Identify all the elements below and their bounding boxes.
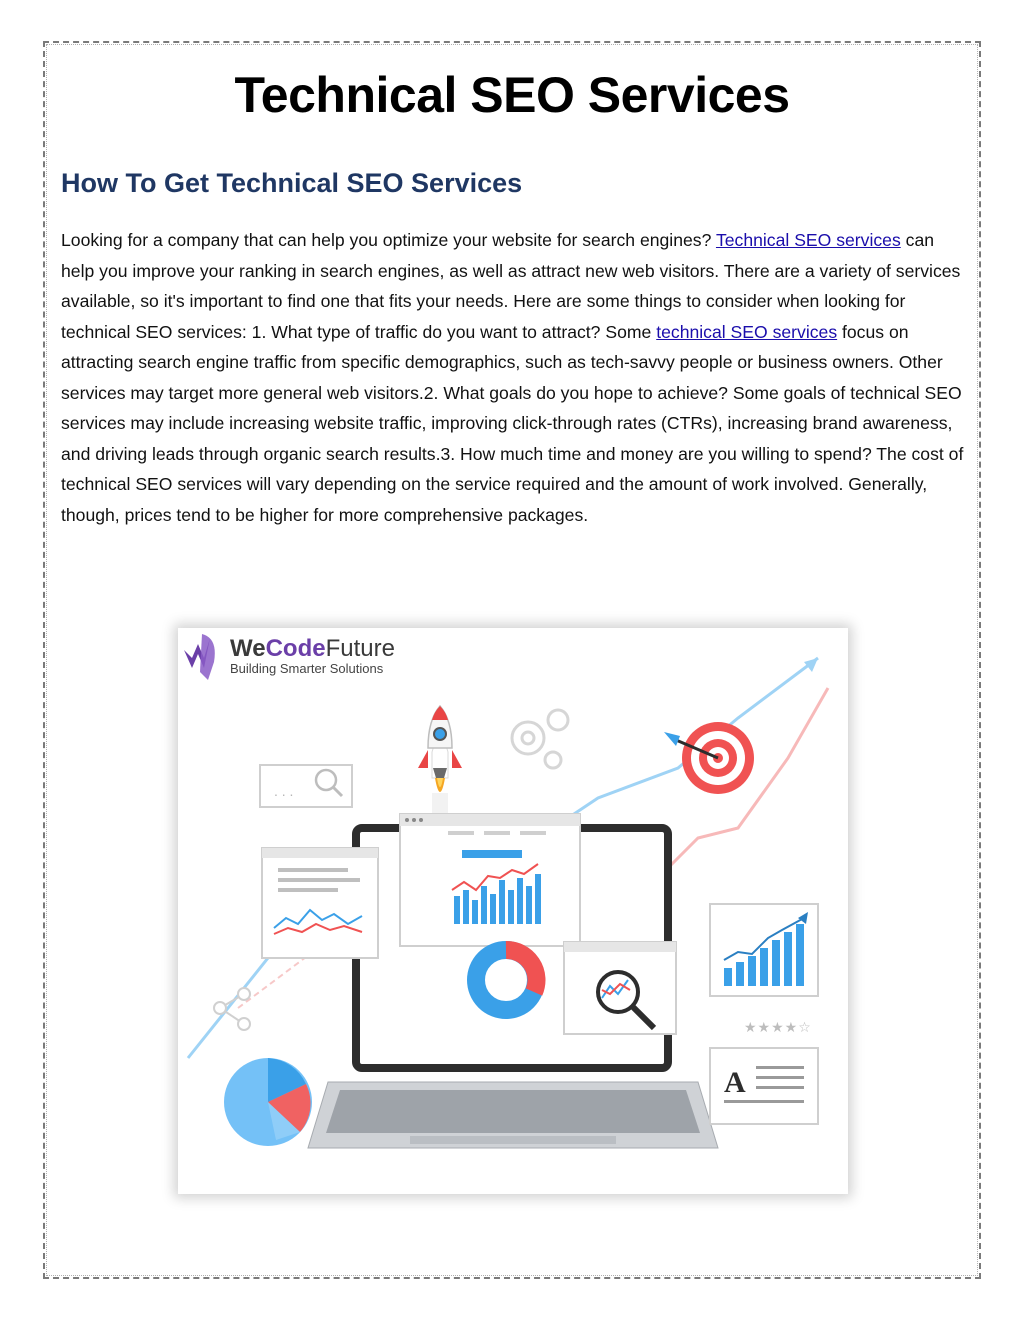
magnifier-card bbox=[564, 942, 676, 1034]
document-title: Technical SEO Services bbox=[234, 67, 790, 123]
wecodefuture-logo-icon bbox=[184, 634, 215, 680]
paragraph-text: can help you improve your ranking in search engines, as well as attract new web visitors. There are a variety of services available, so it's important to find one that fits your needs. Here are some things to consider when looking for technical SEO services: 1. What type of traffic do you want to attract? Some bbox=[61, 230, 961, 342]
text-document-card bbox=[710, 1048, 818, 1124]
target-icon bbox=[664, 722, 754, 794]
brand-future: Future bbox=[325, 635, 395, 662]
search-placeholder: . . . bbox=[274, 783, 294, 799]
trend-arrow-icon bbox=[804, 658, 818, 672]
seo-illustration bbox=[178, 628, 848, 1194]
text-icon-letter: A bbox=[724, 1066, 746, 1099]
brand-name bbox=[230, 635, 395, 662]
rating-stars-icon: ★★★★☆ bbox=[744, 1020, 812, 1036]
seo-illustration-graphic bbox=[178, 628, 848, 1194]
brand-tagline: Building Smarter Solutions bbox=[230, 661, 384, 676]
technical-seo-services-link[interactable]: Technical SEO services bbox=[715, 230, 901, 250]
analytics-window bbox=[400, 814, 580, 946]
paragraph-text: Looking for a company that can help you optimize your website for search engines? bbox=[61, 230, 716, 250]
search-box-icon bbox=[260, 765, 352, 807]
brand-code: Code bbox=[265, 635, 326, 662]
share-icon bbox=[214, 988, 250, 1030]
body-paragraph bbox=[61, 225, 967, 530]
section-heading: How To Get Technical SEO Services bbox=[61, 168, 523, 198]
technical-seo-services-link[interactable]: technical SEO services bbox=[656, 321, 838, 342]
growth-chart-card bbox=[710, 904, 818, 996]
brand-we: We bbox=[230, 635, 266, 662]
line-chart-card bbox=[262, 848, 378, 958]
paragraph-text: focus on attracting search engine traffic from specific demographics, such as tech-savvy people or business owners. Other services may target more general web visitors.2. What goals do you hope to achieve? Some goals of technical SEO services may include increasing website traffic, improving click-through rates (CTRs), increasing brand awareness, and driving leads through organic search results.3. How much time and money are you willing to spend? The cost of technical SEO services will vary depending on the service required and the amount of work involved. Generally, though, prices tend to be higher for more comprehensive packages. bbox=[61, 321, 964, 525]
laptop-base bbox=[308, 1082, 718, 1148]
gear-icon bbox=[512, 710, 568, 768]
pie-chart-icon bbox=[224, 1058, 312, 1146]
